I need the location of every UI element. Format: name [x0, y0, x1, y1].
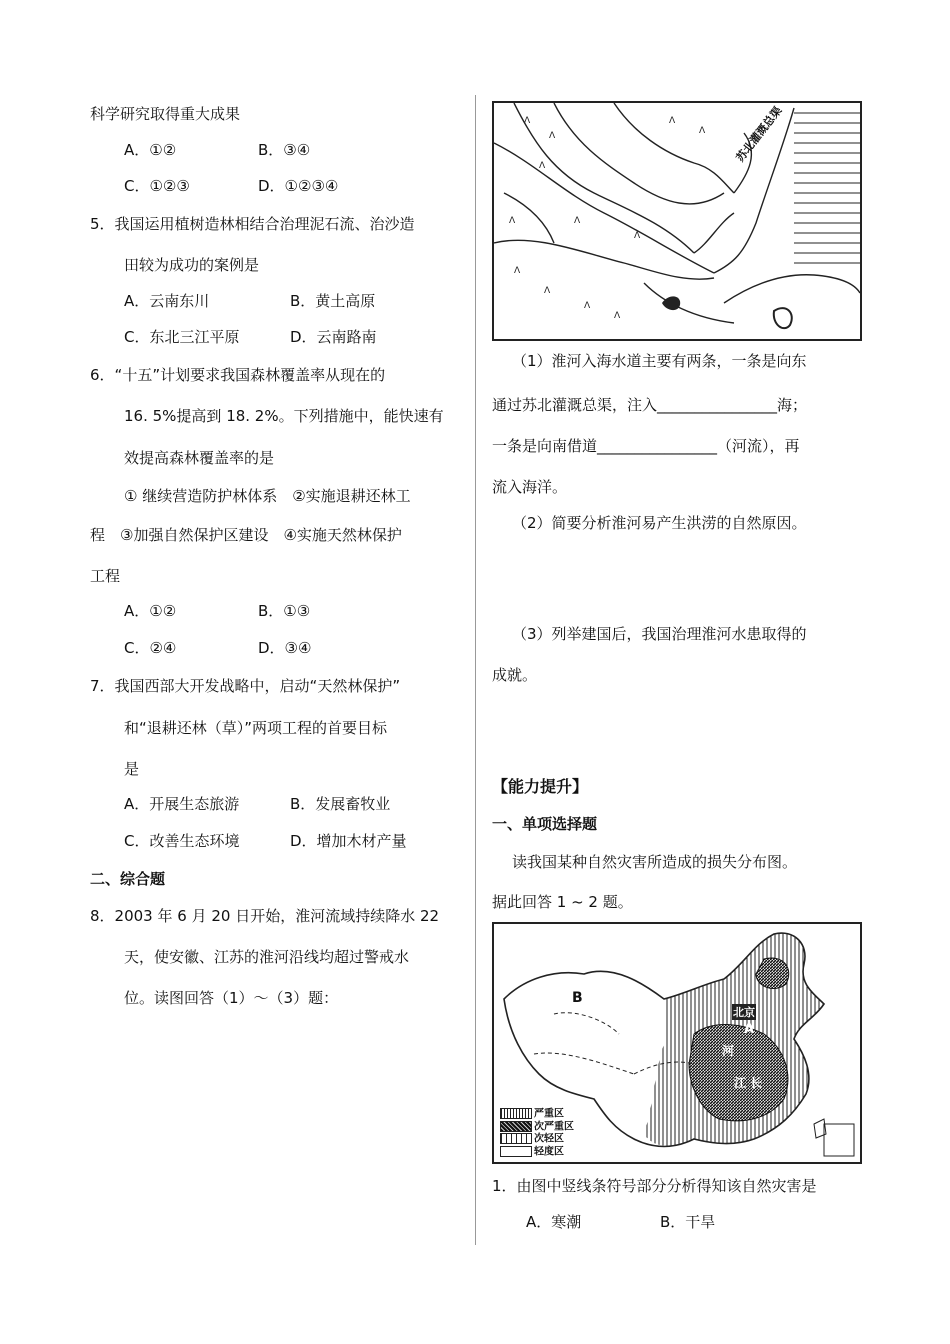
question-8-1-cont: 一条是向南借道________________（河流），再 — [492, 437, 800, 455]
question-8-1-cont: 流入海洋。 — [492, 478, 568, 496]
option-c: C．改善生态环境 — [124, 832, 240, 850]
text-line: 科学研究取得重大成果 — [90, 105, 241, 123]
svg-text:ᐱ: ᐱ — [614, 311, 621, 321]
option-a: A．①② — [124, 602, 177, 620]
legend-swatch — [500, 1133, 532, 1144]
question-7: 7．我国西部大开发战略中，启动“天然林保护” — [90, 677, 401, 695]
svg-text:ᐱ: ᐱ — [699, 126, 706, 136]
option-a: A．寒潮 — [526, 1213, 582, 1231]
question-7-cont: 和“退耕还林（草）”两项工程的首要目标 — [124, 719, 388, 737]
svg-text:ᐱ: ᐱ — [549, 131, 556, 141]
legend-item: 次严重区 — [500, 1121, 574, 1134]
svg-text:ᐱ: ᐱ — [669, 116, 676, 126]
option-a: A．①② — [124, 141, 177, 159]
intro-text-cont: 据此回答 1 ~ 2 题。 — [492, 893, 633, 911]
option-b: B．干旱 — [660, 1213, 716, 1231]
svg-text:ᐱ: ᐱ — [634, 231, 641, 241]
ability-heading: 【能力提升】 — [492, 777, 589, 796]
label-b: B — [572, 990, 583, 1006]
option-a: A．云南东川 — [124, 292, 210, 310]
svg-text:ᐱ: ᐱ — [509, 216, 516, 226]
legend-swatch — [500, 1121, 532, 1132]
option-c: C．②④ — [124, 639, 177, 657]
option-c: C．东北三江平原 — [124, 328, 240, 346]
question-7-cont: 是 — [124, 760, 140, 778]
question-6-cont: 16. 5%提高到 18. 2%。下列措施中，能快速有 — [124, 407, 444, 425]
map-legend — [500, 1108, 574, 1158]
huaihe-map-drawing — [494, 103, 860, 339]
question-8: 8．2003 年 6 月 20 日开始，淮河流域持续降水 22 — [90, 907, 440, 925]
question-5-cont: 田较为成功的案例是 — [124, 256, 260, 274]
question-8-1: （1）淮河入海水道主要有两条，一条是向东 — [512, 352, 807, 370]
option-a: A．开展生态旅游 — [124, 795, 240, 813]
svg-text:ᐱ: ᐱ — [514, 266, 521, 276]
legend-swatch — [500, 1108, 532, 1119]
huaihe-map — [492, 101, 862, 341]
question-8-2: （2）简要分析淮河易产生洪涝的自然原因。 — [512, 514, 807, 532]
question-5: 5．我国运用植树造林相结合治理泥石流、治沙造 — [90, 215, 415, 233]
canal-label: 苏北灌溉总渠 — [733, 104, 785, 165]
question-8-3-cont: 成就。 — [492, 666, 538, 684]
option-b: B．黄土高原 — [290, 292, 376, 310]
question-8-cont: 天，使安徽、江苏的淮河沿线均超过警戒水 — [124, 948, 410, 966]
section-heading: 一、单项选择题 — [492, 815, 598, 833]
question-8-cont: 位。读图回答（1）～（3）题： — [124, 989, 339, 1007]
question-6-cont: 效提高森林覆盖率的是 — [124, 449, 275, 467]
option-d: D．①②③④ — [258, 177, 339, 195]
label-beijing: 北京 — [733, 1006, 755, 1019]
section-heading: 二、综合题 — [90, 870, 166, 888]
svg-text:ᐱ: ᐱ — [524, 116, 531, 126]
legend-swatch — [500, 1146, 532, 1157]
option-d: D．③④ — [258, 639, 312, 657]
label-chang: 江 长 — [734, 1076, 763, 1090]
legend-item: 次轻区 — [500, 1133, 574, 1146]
disaster-map — [492, 922, 862, 1164]
intro-text: 读我国某种自然灾害所造成的损失分布图。 — [512, 853, 798, 871]
question-6-statements: ① 继续营造防护林体系 ②实施退耕还林工 — [124, 487, 411, 505]
option-d: D．云南路南 — [290, 328, 377, 346]
svg-text:ᐱ: ᐱ — [539, 161, 546, 171]
svg-text:ᐱ: ᐱ — [574, 216, 581, 226]
label-he: 河 — [722, 1044, 735, 1058]
svg-text:ᐱ: ᐱ — [584, 301, 591, 311]
option-b: B．①③ — [258, 602, 311, 620]
question-1: 1．由图中竖线条符号部分分析得知该自然灾害是 — [492, 1177, 817, 1195]
legend-item: 严重区 — [500, 1108, 574, 1121]
option-b: B．发展畜牧业 — [290, 795, 391, 813]
column-divider — [475, 95, 476, 1245]
option-b: B．③④ — [258, 141, 311, 159]
legend-item: 轻度区 — [500, 1146, 574, 1159]
question-6: 6．“十五”计划要求我国森林覆盖率从现在的 — [90, 366, 386, 384]
question-6-statements: 工程 — [90, 567, 121, 585]
option-c: C．①②③ — [124, 177, 190, 195]
label-a: A — [744, 1022, 755, 1037]
question-8-1-cont: 通过苏北灌溉总渠，注入________________海； — [492, 396, 808, 414]
question-8-3: （3）列举建国后，我国治理淮河水患取得的 — [512, 625, 807, 643]
option-d: D．增加木材产量 — [290, 832, 407, 850]
svg-text:ᐱ: ᐱ — [544, 286, 551, 296]
question-6-statements: 程 ③加强自然保护区建设 ④实施天然林保护 — [90, 526, 402, 544]
